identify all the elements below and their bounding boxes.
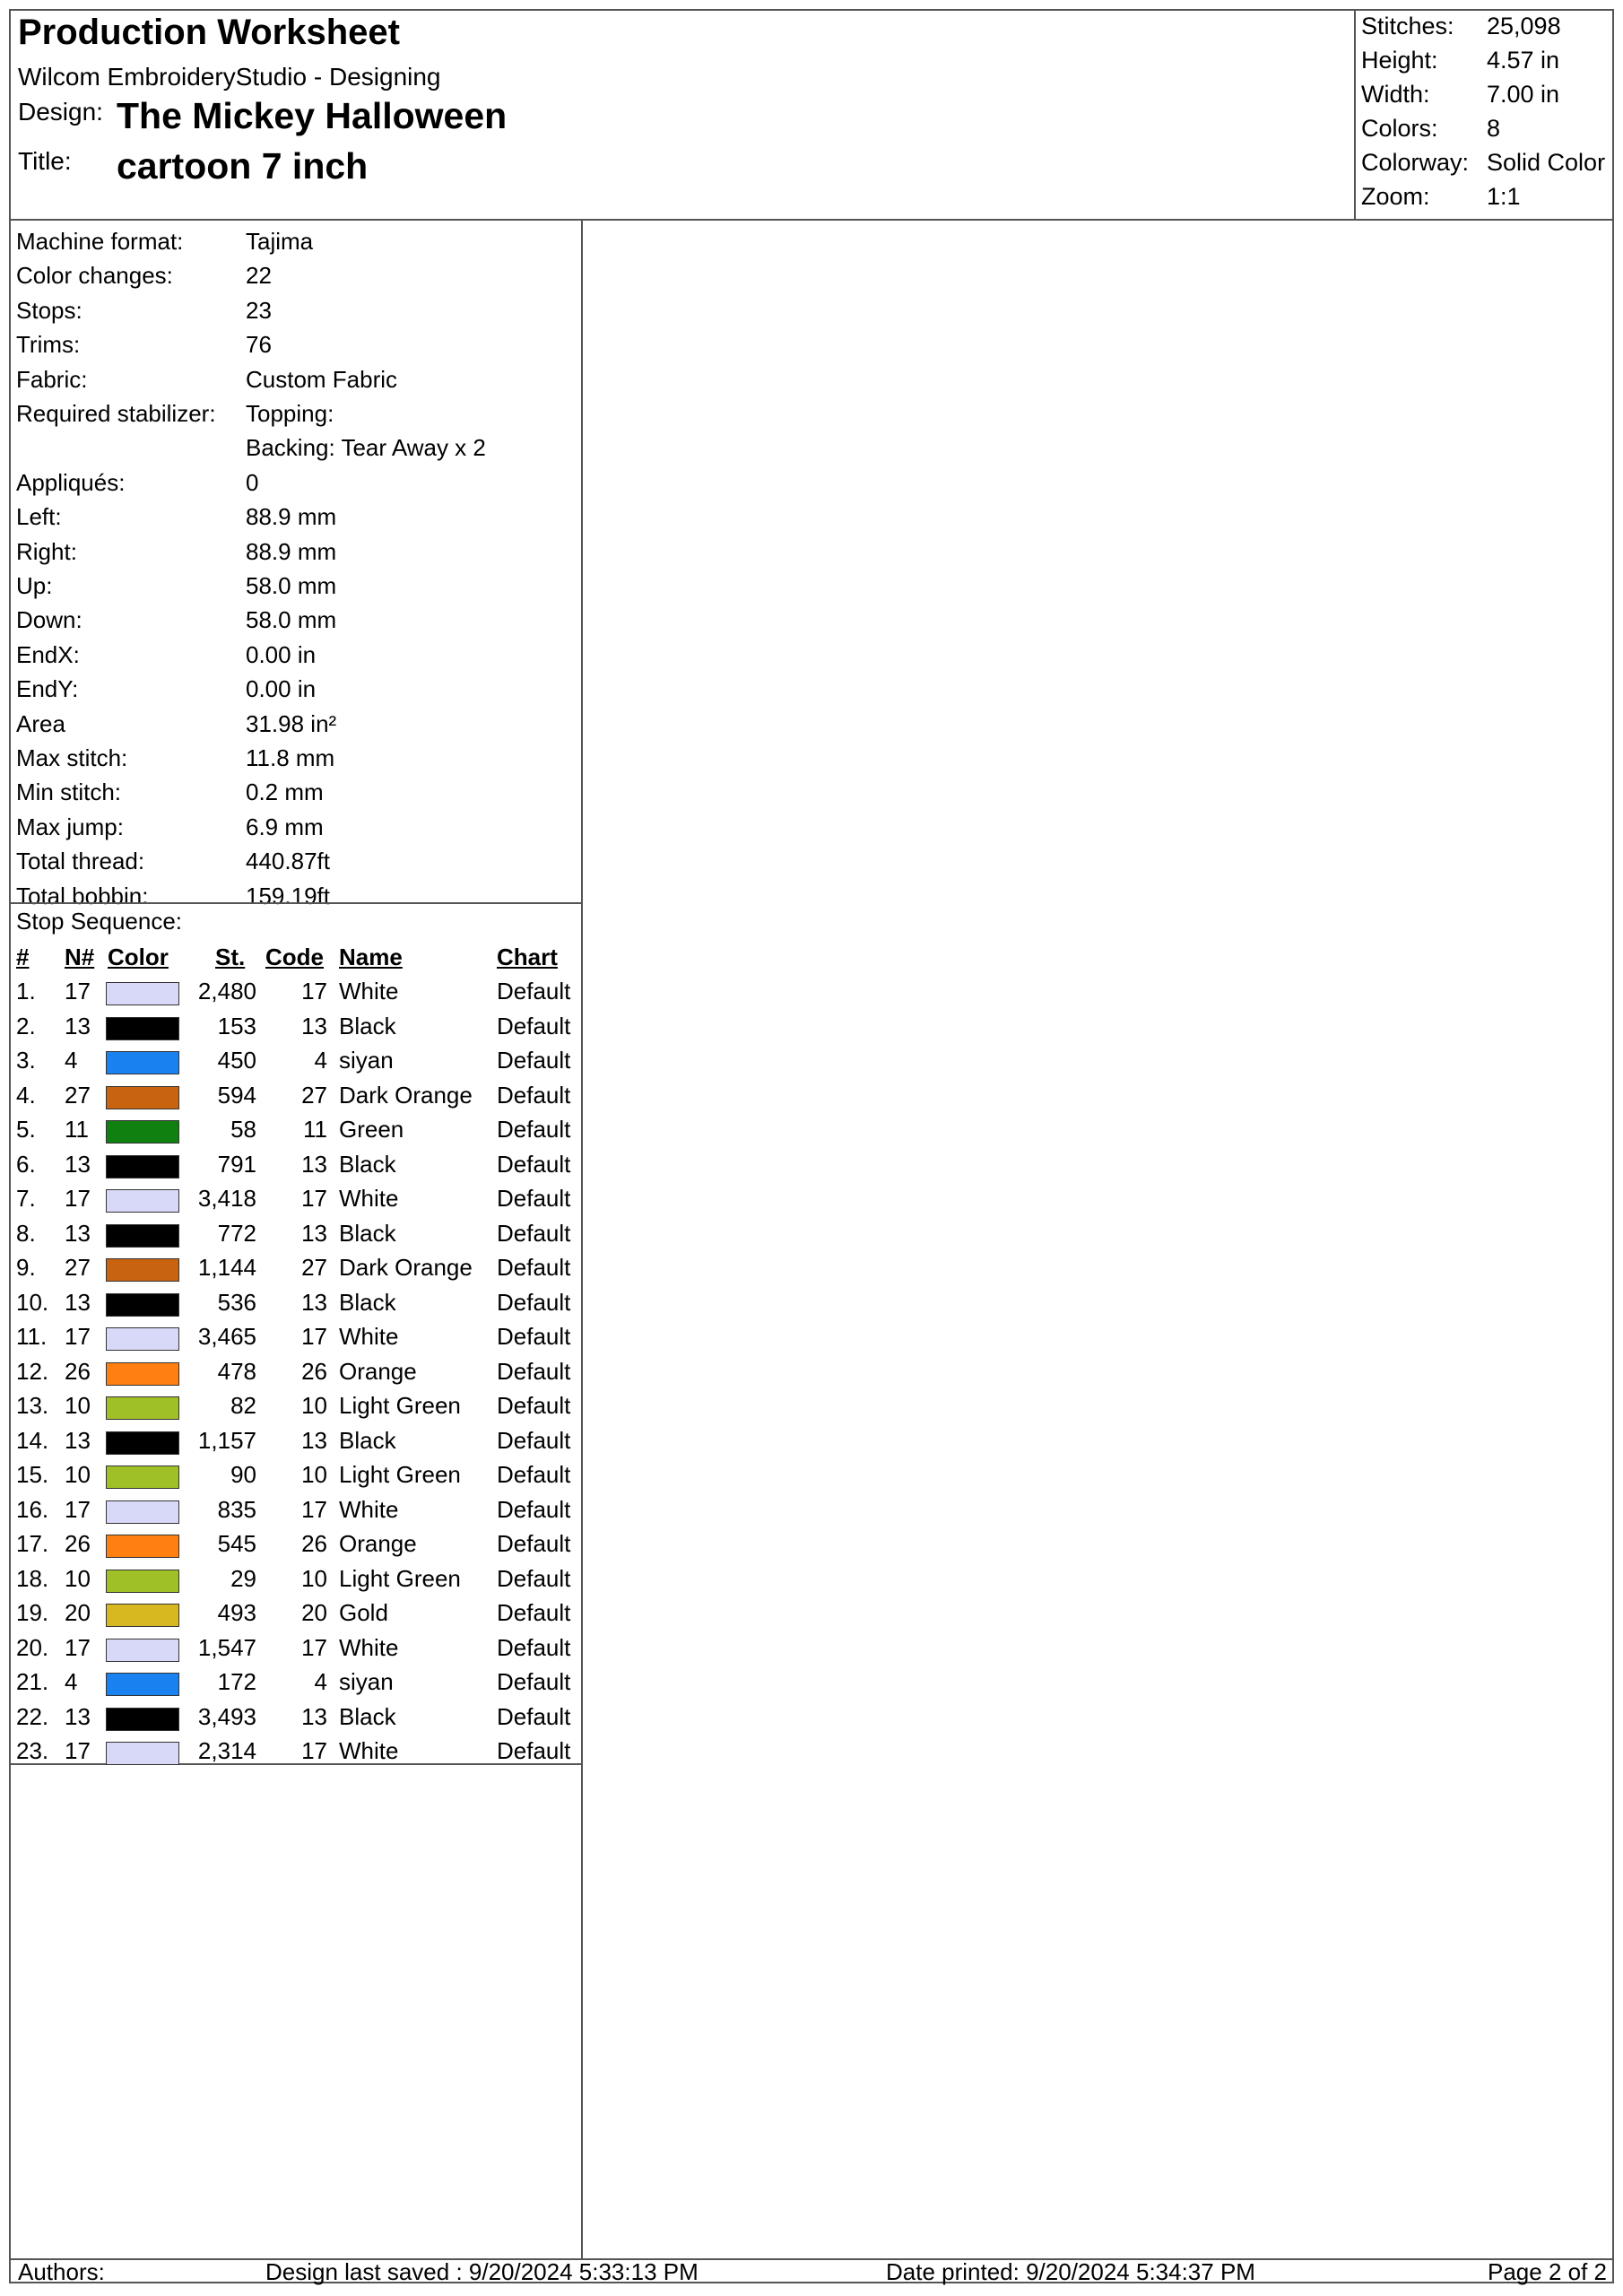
color-swatch	[106, 1224, 179, 1248]
color-code: 17	[301, 1495, 327, 1523]
table-row	[11, 1151, 581, 1185]
footer-page-number: Page 2 of 2	[1488, 2258, 1607, 2285]
color-name: Light Green	[339, 1461, 461, 1488]
color-chart: Default	[497, 1599, 571, 1626]
color-code: 17	[301, 1323, 327, 1350]
table-row	[11, 1668, 581, 1702]
table-row	[11, 1496, 581, 1530]
color-name: Gold	[339, 1599, 388, 1626]
row-number: 3.	[16, 1047, 36, 1074]
table-row	[11, 1289, 581, 1323]
row-number: 20.	[16, 1633, 49, 1661]
color-swatch	[106, 1673, 179, 1696]
info-value: 88.9 mm	[246, 503, 337, 531]
needle-number: 20	[65, 1599, 91, 1626]
row-number: 15.	[16, 1461, 49, 1488]
needle-number: 26	[65, 1357, 91, 1385]
row-number: 19.	[16, 1599, 49, 1626]
color-code: 10	[301, 1564, 327, 1592]
color-chart: Default	[497, 978, 571, 1004]
color-code: 27	[301, 1081, 327, 1109]
color-chart: Default	[497, 1495, 571, 1523]
design-stats-box: Stitches: 25,098 Height: 4.57 in Width: 7.00 in Colors: 8 Colorway: Solid Color Zoom: 1:1	[1354, 11, 1612, 219]
needle-number: 27	[65, 1081, 91, 1109]
table-row	[11, 1358, 581, 1392]
stitch-count: 1,144	[197, 1254, 256, 1281]
info-label: Down:	[16, 606, 82, 634]
info-value: Backing: Tear Away x 2	[246, 434, 486, 462]
header-code: Code	[265, 944, 324, 970]
color-name: Light Green	[339, 1564, 461, 1592]
stitch-count: 772	[217, 1219, 256, 1247]
footer-last-saved: Design last saved : 9/20/2024 5:33:13 PM	[265, 2258, 699, 2285]
stop-sequence-title: Stop Sequence:	[16, 908, 183, 935]
stitch-count: 478	[217, 1357, 256, 1385]
color-chart: Default	[497, 1081, 571, 1109]
needle-number: 13	[65, 1702, 91, 1730]
color-code: 13	[301, 1012, 327, 1039]
color-swatch	[106, 1396, 179, 1420]
color-code: 13	[301, 1150, 327, 1178]
design-preview-area	[583, 219, 1612, 2260]
color-swatch	[106, 1500, 179, 1524]
row-number: 14.	[16, 1426, 49, 1454]
color-code: 13	[301, 1219, 327, 1247]
needle-number: 10	[65, 1564, 91, 1592]
header-name: Name	[339, 944, 403, 970]
worksheet-header	[11, 11, 1612, 221]
color-name: White	[339, 1185, 399, 1212]
needle-number: 13	[65, 1150, 91, 1178]
info-value: 58.0 mm	[246, 572, 337, 599]
worksheet-footer	[11, 2260, 1612, 2283]
row-number: 5.	[16, 1116, 36, 1143]
table-row	[11, 1565, 581, 1599]
color-name: Black	[339, 1150, 396, 1178]
color-swatch	[106, 1086, 179, 1109]
info-label: Right:	[16, 537, 77, 565]
color-chart: Default	[497, 1185, 571, 1212]
info-label: Up:	[16, 572, 53, 599]
row-number: 21.	[16, 1668, 49, 1695]
worksheet-page	[9, 9, 1614, 2283]
stitch-count: 29	[230, 1564, 256, 1592]
stitch-count: 2,314	[197, 1737, 256, 1764]
row-number: 23.	[16, 1737, 49, 1764]
color-code: 17	[301, 978, 327, 1004]
color-swatch	[106, 1742, 179, 1765]
stitch-count: 545	[217, 1530, 256, 1557]
info-value: 58.0 mm	[246, 606, 337, 634]
row-number: 10.	[16, 1288, 49, 1316]
color-code: 4	[314, 1047, 327, 1074]
color-swatch	[106, 1017, 179, 1040]
color-name: Orange	[339, 1357, 417, 1385]
needle-number: 4	[65, 1668, 78, 1695]
needle-number: 17	[65, 1495, 91, 1523]
color-swatch	[106, 1431, 179, 1455]
table-row	[11, 1634, 581, 1668]
needle-number: 17	[65, 1737, 91, 1764]
row-number: 12.	[16, 1357, 49, 1385]
info-label: Min stitch:	[16, 778, 122, 806]
color-code: 10	[301, 1392, 327, 1419]
stitch-count: 82	[230, 1392, 256, 1419]
header-st: St.	[215, 944, 246, 970]
page-title: Production Worksheet	[18, 13, 400, 52]
row-number: 13.	[16, 1392, 49, 1419]
row-number: 11.	[16, 1323, 48, 1350]
table-row	[11, 1047, 581, 1081]
table-row	[11, 978, 581, 1012]
color-chart: Default	[497, 1702, 571, 1730]
color-code: 11	[303, 1116, 327, 1143]
info-label: Required stabilizer:	[16, 400, 216, 427]
color-name: White	[339, 1323, 399, 1350]
info-value: Custom Fabric	[246, 365, 398, 393]
table-row	[11, 1254, 581, 1288]
color-name: Black	[339, 1702, 396, 1730]
color-name: Black	[339, 1012, 396, 1039]
color-name: siyan	[339, 1668, 394, 1695]
color-name: Light Green	[339, 1392, 461, 1419]
color-swatch	[106, 1570, 179, 1593]
info-value: 76	[246, 331, 272, 359]
table-row	[11, 1323, 581, 1357]
color-swatch	[106, 1639, 179, 1662]
info-value: 22	[246, 262, 272, 290]
color-chart: Default	[497, 1392, 571, 1419]
info-value: 0.00 in	[246, 640, 317, 668]
color-code: 26	[301, 1357, 327, 1385]
color-chart: Default	[497, 1288, 571, 1316]
color-swatch	[106, 1708, 179, 1731]
info-value: 6.9 mm	[246, 813, 324, 840]
design-name-line2: cartoon 7 inch	[117, 145, 369, 187]
stitch-count: 1,157	[197, 1426, 256, 1454]
color-swatch	[106, 1258, 179, 1282]
color-swatch	[106, 1465, 179, 1489]
info-label: Total bobbin:	[16, 882, 149, 909]
row-number: 18.	[16, 1564, 49, 1592]
row-number: 17.	[16, 1530, 49, 1557]
info-value: Topping:	[246, 400, 334, 427]
color-name: Dark Orange	[339, 1254, 473, 1281]
row-number: 9.	[16, 1254, 36, 1281]
color-swatch	[106, 1535, 179, 1558]
table-row	[11, 1427, 581, 1461]
color-swatch	[106, 1362, 179, 1386]
needle-number: 17	[65, 978, 91, 1004]
info-label: Fabric:	[16, 365, 88, 393]
color-name: White	[339, 1737, 399, 1764]
divider	[11, 902, 581, 904]
info-label: Color changes:	[16, 262, 173, 290]
info-label: Trims:	[16, 331, 81, 359]
info-value: 31.98 in²	[246, 709, 337, 737]
table-row	[11, 1082, 581, 1116]
needle-number: 13	[65, 1219, 91, 1247]
table-row	[11, 1703, 581, 1737]
footer-date-printed: Date printed: 9/20/2024 5:34:37 PM	[886, 2258, 1255, 2285]
color-code: 17	[301, 1185, 327, 1212]
stitch-count: 3,493	[197, 1702, 256, 1730]
header-n: N#	[65, 944, 95, 970]
color-chart: Default	[497, 1564, 571, 1592]
color-chart: Default	[497, 1323, 571, 1350]
color-swatch	[106, 1293, 179, 1317]
color-code: 4	[314, 1668, 327, 1695]
color-chart: Default	[497, 1461, 571, 1488]
info-label: Max stitch:	[16, 744, 128, 771]
table-row	[11, 1392, 581, 1426]
needle-number: 4	[65, 1047, 78, 1074]
header-num: #	[16, 944, 30, 970]
table-row	[11, 1013, 581, 1047]
header-color: Color	[108, 944, 169, 970]
design-label: Design:	[18, 98, 103, 126]
info-label: Appliqués:	[16, 468, 126, 496]
stitch-count: 2,480	[197, 978, 256, 1004]
info-value: 0.00 in	[246, 675, 317, 703]
color-chart: Default	[497, 1357, 571, 1385]
color-chart: Default	[497, 1116, 571, 1143]
stitch-count: 493	[217, 1599, 256, 1626]
needle-number: 13	[65, 1288, 91, 1316]
row-number: 16.	[16, 1495, 49, 1523]
info-value: 159.19ft	[246, 882, 330, 909]
row-number: 7.	[16, 1185, 36, 1212]
info-label: EndY:	[16, 675, 79, 703]
color-code: 10	[301, 1461, 327, 1488]
design-info-panel	[11, 219, 583, 1765]
color-name: siyan	[339, 1047, 394, 1074]
needle-number: 13	[65, 1012, 91, 1039]
stitch-count: 450	[217, 1047, 256, 1074]
needle-number: 10	[65, 1461, 91, 1488]
needle-number: 10	[65, 1392, 91, 1419]
info-value: 440.87ft	[246, 848, 330, 875]
stitch-count: 153	[217, 1012, 256, 1039]
stitch-count: 791	[217, 1150, 256, 1178]
footer-authors: Authors:	[18, 2258, 105, 2285]
stitch-count: 3,465	[197, 1323, 256, 1350]
design-name-line1: The Mickey Halloween	[117, 95, 508, 136]
info-value: 0.2 mm	[246, 778, 324, 806]
needle-number: 17	[65, 1185, 91, 1212]
color-swatch	[106, 982, 179, 1005]
stitch-count: 172	[217, 1668, 256, 1695]
table-row	[11, 1530, 581, 1564]
needle-number: 11	[65, 1116, 89, 1143]
header-chart: Chart	[497, 944, 558, 970]
color-name: Black	[339, 1426, 396, 1454]
info-label: EndX:	[16, 640, 80, 668]
row-number: 6.	[16, 1150, 36, 1178]
color-code: 13	[301, 1702, 327, 1730]
color-name: Black	[339, 1288, 396, 1316]
info-label: Machine format:	[16, 228, 184, 255]
color-chart: Default	[497, 1012, 571, 1039]
color-name: White	[339, 1633, 399, 1661]
info-label: Area	[16, 709, 65, 737]
color-code: 27	[301, 1254, 327, 1281]
color-chart: Default	[497, 1530, 571, 1557]
color-name: Green	[339, 1116, 404, 1143]
row-number: 8.	[16, 1219, 36, 1247]
software-name: Wilcom EmbroideryStudio - Designing	[18, 63, 441, 91]
row-number: 2.	[16, 1012, 36, 1039]
row-number: 1.	[16, 978, 36, 1004]
needle-number: 27	[65, 1254, 91, 1281]
color-chart: Default	[497, 1737, 571, 1764]
needle-number: 17	[65, 1323, 91, 1350]
color-chart: Default	[497, 1219, 571, 1247]
needle-number: 13	[65, 1426, 91, 1454]
color-chart: Default	[497, 1633, 571, 1661]
stitch-count: 90	[230, 1461, 256, 1488]
stitch-count: 58	[230, 1116, 256, 1143]
color-name: Dark Orange	[339, 1081, 473, 1109]
table-row	[11, 1220, 581, 1254]
color-chart: Default	[497, 1150, 571, 1178]
color-chart: Default	[497, 1254, 571, 1281]
color-swatch	[106, 1604, 179, 1627]
info-value: 0	[246, 468, 259, 496]
color-swatch	[106, 1120, 179, 1144]
stitch-count: 594	[217, 1081, 256, 1109]
row-number: 4.	[16, 1081, 36, 1109]
info-value: 88.9 mm	[246, 537, 337, 565]
color-name: White	[339, 1495, 399, 1523]
color-code: 13	[301, 1426, 327, 1454]
needle-number: 26	[65, 1530, 91, 1557]
title-label: Title:	[18, 147, 72, 175]
stitch-count: 536	[217, 1288, 256, 1316]
info-value: Tajima	[246, 228, 314, 255]
color-code: 17	[301, 1633, 327, 1661]
color-swatch	[106, 1155, 179, 1178]
info-label: Left:	[16, 503, 62, 531]
info-label: Max jump:	[16, 813, 124, 840]
info-value: 23	[246, 296, 272, 324]
info-label: Total thread:	[16, 848, 145, 875]
color-code: 13	[301, 1288, 327, 1316]
stitch-count: 3,418	[197, 1185, 256, 1212]
color-code: 26	[301, 1530, 327, 1557]
color-name: Orange	[339, 1530, 417, 1557]
color-name: White	[339, 978, 399, 1004]
color-swatch	[106, 1051, 179, 1074]
table-row	[11, 1461, 581, 1495]
info-label: Stops:	[16, 296, 82, 324]
color-chart: Default	[497, 1668, 571, 1695]
needle-number: 17	[65, 1633, 91, 1661]
color-name: Black	[339, 1219, 396, 1247]
table-row	[11, 1599, 581, 1633]
info-value: 11.8 mm	[246, 744, 335, 771]
row-number: 22.	[16, 1702, 49, 1730]
color-chart: Default	[497, 1426, 571, 1454]
color-swatch	[106, 1327, 179, 1351]
color-chart: Default	[497, 1047, 571, 1074]
color-code: 20	[301, 1599, 327, 1626]
stitch-count: 835	[217, 1495, 256, 1523]
table-row	[11, 1185, 581, 1219]
empty-left-area	[11, 1765, 583, 2260]
color-swatch	[106, 1189, 179, 1213]
stitch-count: 1,547	[197, 1633, 256, 1661]
color-code: 17	[301, 1737, 327, 1764]
table-row	[11, 1116, 581, 1150]
